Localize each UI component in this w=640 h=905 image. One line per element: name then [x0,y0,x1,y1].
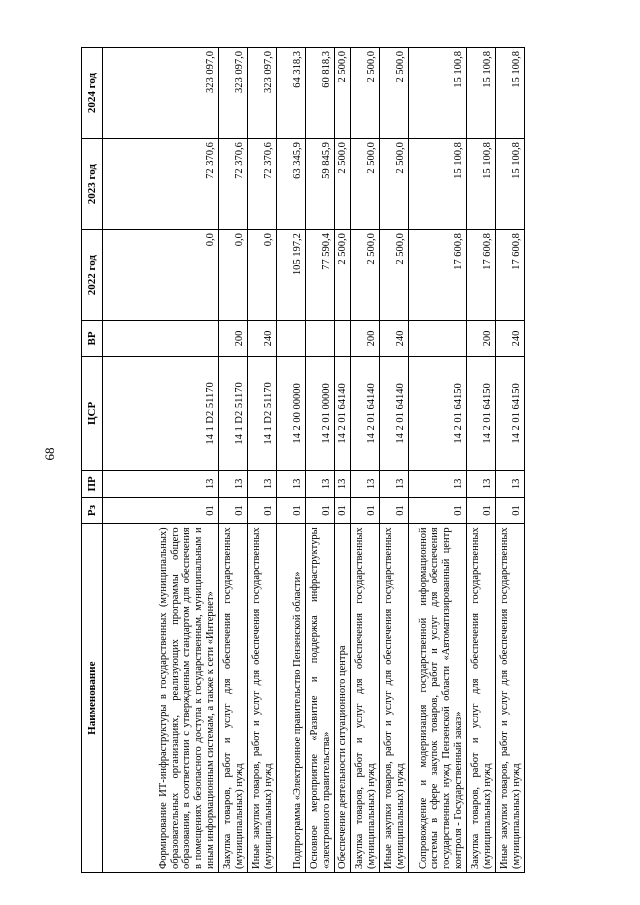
row-pr: 13 [306,471,335,498]
header-2023: 2023 год [82,139,103,230]
row-2022: 0,0 [248,230,277,321]
row-vr: 240 [248,321,277,357]
row-2022: 17 600,8 [467,230,496,321]
row-rz: 01 [467,497,496,524]
row-2022: 77 590,4 [306,230,335,321]
row-pr: 13 [380,471,409,498]
row-2023: 15 100,8 [496,139,525,230]
row-vr: 240 [380,321,409,357]
header-2022: 2022 год [82,230,103,321]
table-row [219,48,248,873]
row-vr [335,321,351,357]
table-row [496,48,525,873]
row-name: Иные закупки товаров, работ и услуг для обеспечения государственных (муниципальных) нужд [248,524,277,873]
row-vr [103,321,219,357]
row-vr: 200 [351,321,380,357]
row-rz: 01 [351,497,380,524]
row-pr: 13 [277,471,306,498]
row-csr: 14 2 01 64140 [380,356,409,470]
row-2022: 17 600,8 [496,230,525,321]
table-row [467,48,496,873]
row-2023: 15 100,8 [467,139,496,230]
row-2023: 2 500,0 [335,139,351,230]
row-csr: 14 2 01 64150 [496,356,525,470]
row-2024: 323 097,0 [248,48,277,139]
row-2022: 0,0 [219,230,248,321]
row-name: Закупка товаров, работ и услуг для обеспечения государственных (муниципальных) нужд [467,524,496,873]
row-csr: 14 2 00 00000 [277,356,306,470]
page-number: 68 [42,447,57,461]
row-name: Закупка товаров, работ и услуг для обеспечения государственных (муниципальных) нужд [351,524,380,873]
table-row [306,48,335,873]
row-pr: 13 [103,471,219,498]
header-rz: Рз [82,497,103,524]
row-2024: 323 097,0 [219,48,248,139]
row-rz: 01 [248,497,277,524]
row-2024: 2 500,0 [335,48,351,139]
row-csr: 14 2 01 64150 [409,356,467,470]
row-2024: 60 818,3 [306,48,335,139]
table-row [277,48,306,873]
row-name: Иные закупки товаров, работ и услуг для обеспечения государственных (муниципальных) нужд [496,524,525,873]
row-2024: 323 097,0 [103,48,219,139]
table-row [351,48,380,873]
row-vr: 200 [219,321,248,357]
row-2022: 2 500,0 [380,230,409,321]
row-2022: 105 197,2 [277,230,306,321]
row-2022: 2 500,0 [351,230,380,321]
table-row [248,48,277,873]
row-name: Иные закупки товаров, работ и услуг для обеспечения государственных (муниципальных) нужд [380,524,409,873]
row-2023: 63 345,9 [277,139,306,230]
row-rz: 01 [409,497,467,524]
row-name: Подпрограмма «Электронное правительство Пензенской области» [277,524,306,873]
row-2023: 59 845,9 [306,139,335,230]
row-2022: 2 500,0 [335,230,351,321]
header-csr: ЦСР [82,356,103,470]
row-pr: 13 [219,471,248,498]
table-row [380,48,409,873]
row-2024: 64 318,3 [277,48,306,139]
row-name: Обеспечение деятельности ситуационного центра [335,524,351,873]
row-vr [277,321,306,357]
row-rz: 01 [496,497,525,524]
row-2023: 72 370,6 [248,139,277,230]
table-row [409,48,467,873]
row-csr: 14 1 D2 51170 [248,356,277,470]
row-2022: 0,0 [103,230,219,321]
row-2022: 17 600,8 [409,230,467,321]
row-pr: 13 [351,471,380,498]
row-2023: 2 500,0 [380,139,409,230]
row-pr: 13 [335,471,351,498]
row-2024: 15 100,8 [496,48,525,139]
table-header-row [82,48,103,873]
row-csr: 14 2 01 64150 [467,356,496,470]
row-2023: 72 370,6 [219,139,248,230]
row-2024: 15 100,8 [409,48,467,139]
row-2023: 2 500,0 [351,139,380,230]
row-pr: 13 [248,471,277,498]
budget-table [81,47,525,873]
row-name: Формирование ИТ-инфраструктуры в государственных (муниципальных) образовательных организациях, реализующих программы общего образования, в соответствии с утвержденным стандартом для обеспечения в помещениях безопасного доступа к государственным, муниципальным и иным информационным системам, а также к сети «Интернет» [103,524,219,873]
row-rz: 01 [219,497,248,524]
header-2024: 2024 год [82,48,103,139]
row-csr: 14 2 01 64140 [335,356,351,470]
row-name: Закупка товаров, работ и услуг для обеспечения государственных (муниципальных) нужд [219,524,248,873]
table-row [335,48,351,873]
rotated-table-container [81,47,599,873]
row-rz: 01 [103,497,219,524]
row-2024: 2 500,0 [351,48,380,139]
row-pr: 13 [467,471,496,498]
row-csr: 14 1 D2 51170 [219,356,248,470]
row-name: Основное мероприятие «Развитие и поддержка инфраструктуры «электронного правительства» [306,524,335,873]
row-vr [409,321,467,357]
row-2024: 15 100,8 [467,48,496,139]
header-pr: ПР [82,471,103,498]
row-vr: 240 [496,321,525,357]
row-rz: 01 [306,497,335,524]
row-vr: 200 [467,321,496,357]
table-row [103,48,219,873]
row-2023: 15 100,8 [409,139,467,230]
row-2023: 72 370,6 [103,139,219,230]
header-vr: ВР [82,321,103,357]
row-csr: 14 2 01 64140 [351,356,380,470]
row-name: Сопровождение и модернизация государственной информационной системы в сфере закупок товаров, работ и услуг для обеспечения государственных нужд Пензенской области «Автоматизированный центр контроля - Государственный заказ» [409,524,467,873]
header-name: Наименование [82,524,103,873]
row-vr [306,321,335,357]
row-pr: 13 [496,471,525,498]
row-pr: 13 [409,471,467,498]
row-rz: 01 [277,497,306,524]
row-rz: 01 [335,497,351,524]
row-rz: 01 [380,497,409,524]
row-2024: 2 500,0 [380,48,409,139]
row-csr: 14 2 01 00000 [306,356,335,470]
row-csr: 14 1 D2 51170 [103,356,219,470]
